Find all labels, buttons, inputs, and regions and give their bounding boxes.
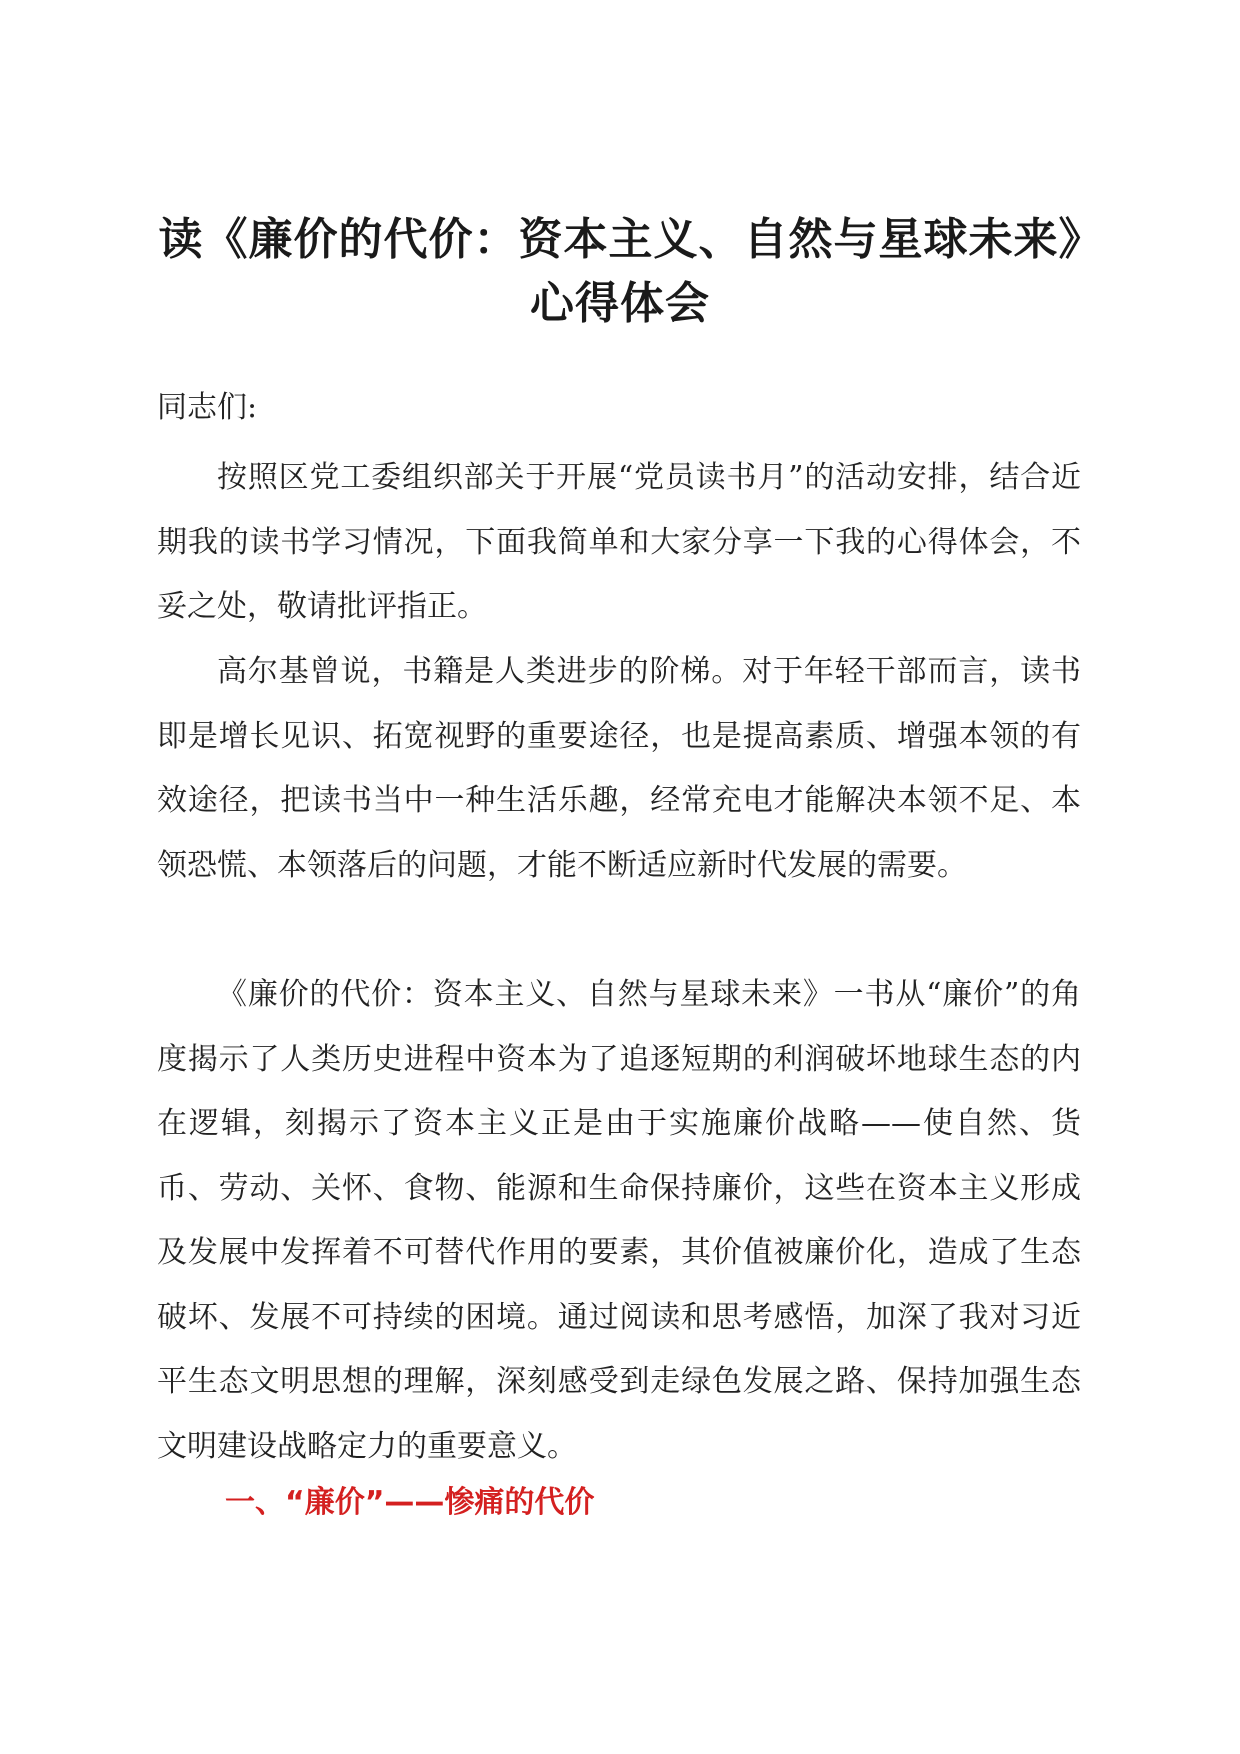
greeting: 同志们: [157, 390, 258, 425]
document-title: 读《廉价的代价：资本主义、自然与星球未来》心得体会 [158, 214, 1082, 329]
paragraph-gorky-quote: 高尔基曾说，书籍是人类进步的阶梯。对于年轻干部而言，读书即是增长见识、拓宽视野的重要途径，也是提高素质、增强本领的有效途径，把读书当中一种生活乐趣，经常充电才能解决本领不足、本领恐慌、本领落后的问题，才能不断适应新时代发展的需要。 [157, 654, 1081, 883]
section-heading: 一、“廉价”——惨痛的代价 [225, 1485, 595, 1520]
paragraph-intro: 按照区党工委组织部关于开展“党员读书月”的活动安排，结合近期我的读书学习情况，下面我简单和大家分享一下我的心得体会，不妥之处，敬请批评指正。 [157, 460, 1081, 624]
paragraph-book-summary: 《廉价的代价：资本主义、自然与星球未来》一书从“廉价”的角度揭示了人类历史进程中资本为了追逐短期的利润破坏地球生态的内在逻辑，刻揭示了资本主义正是由于实施廉价战略——使自然、货币、劳动、关怀、食物、能源和生命保持廉价，这些在资本主义形成及发展中发挥着不可替代作用的要素，其价值被廉价化，造成了生态破坏、发展不可持续的困境。通过阅读和思考感悟，加深了我对习近平生态文明思想的理解，深刻感受到走绿色发展之路、保持加强生态文明建设战略定力的重要意义。 [157, 977, 1081, 1464]
